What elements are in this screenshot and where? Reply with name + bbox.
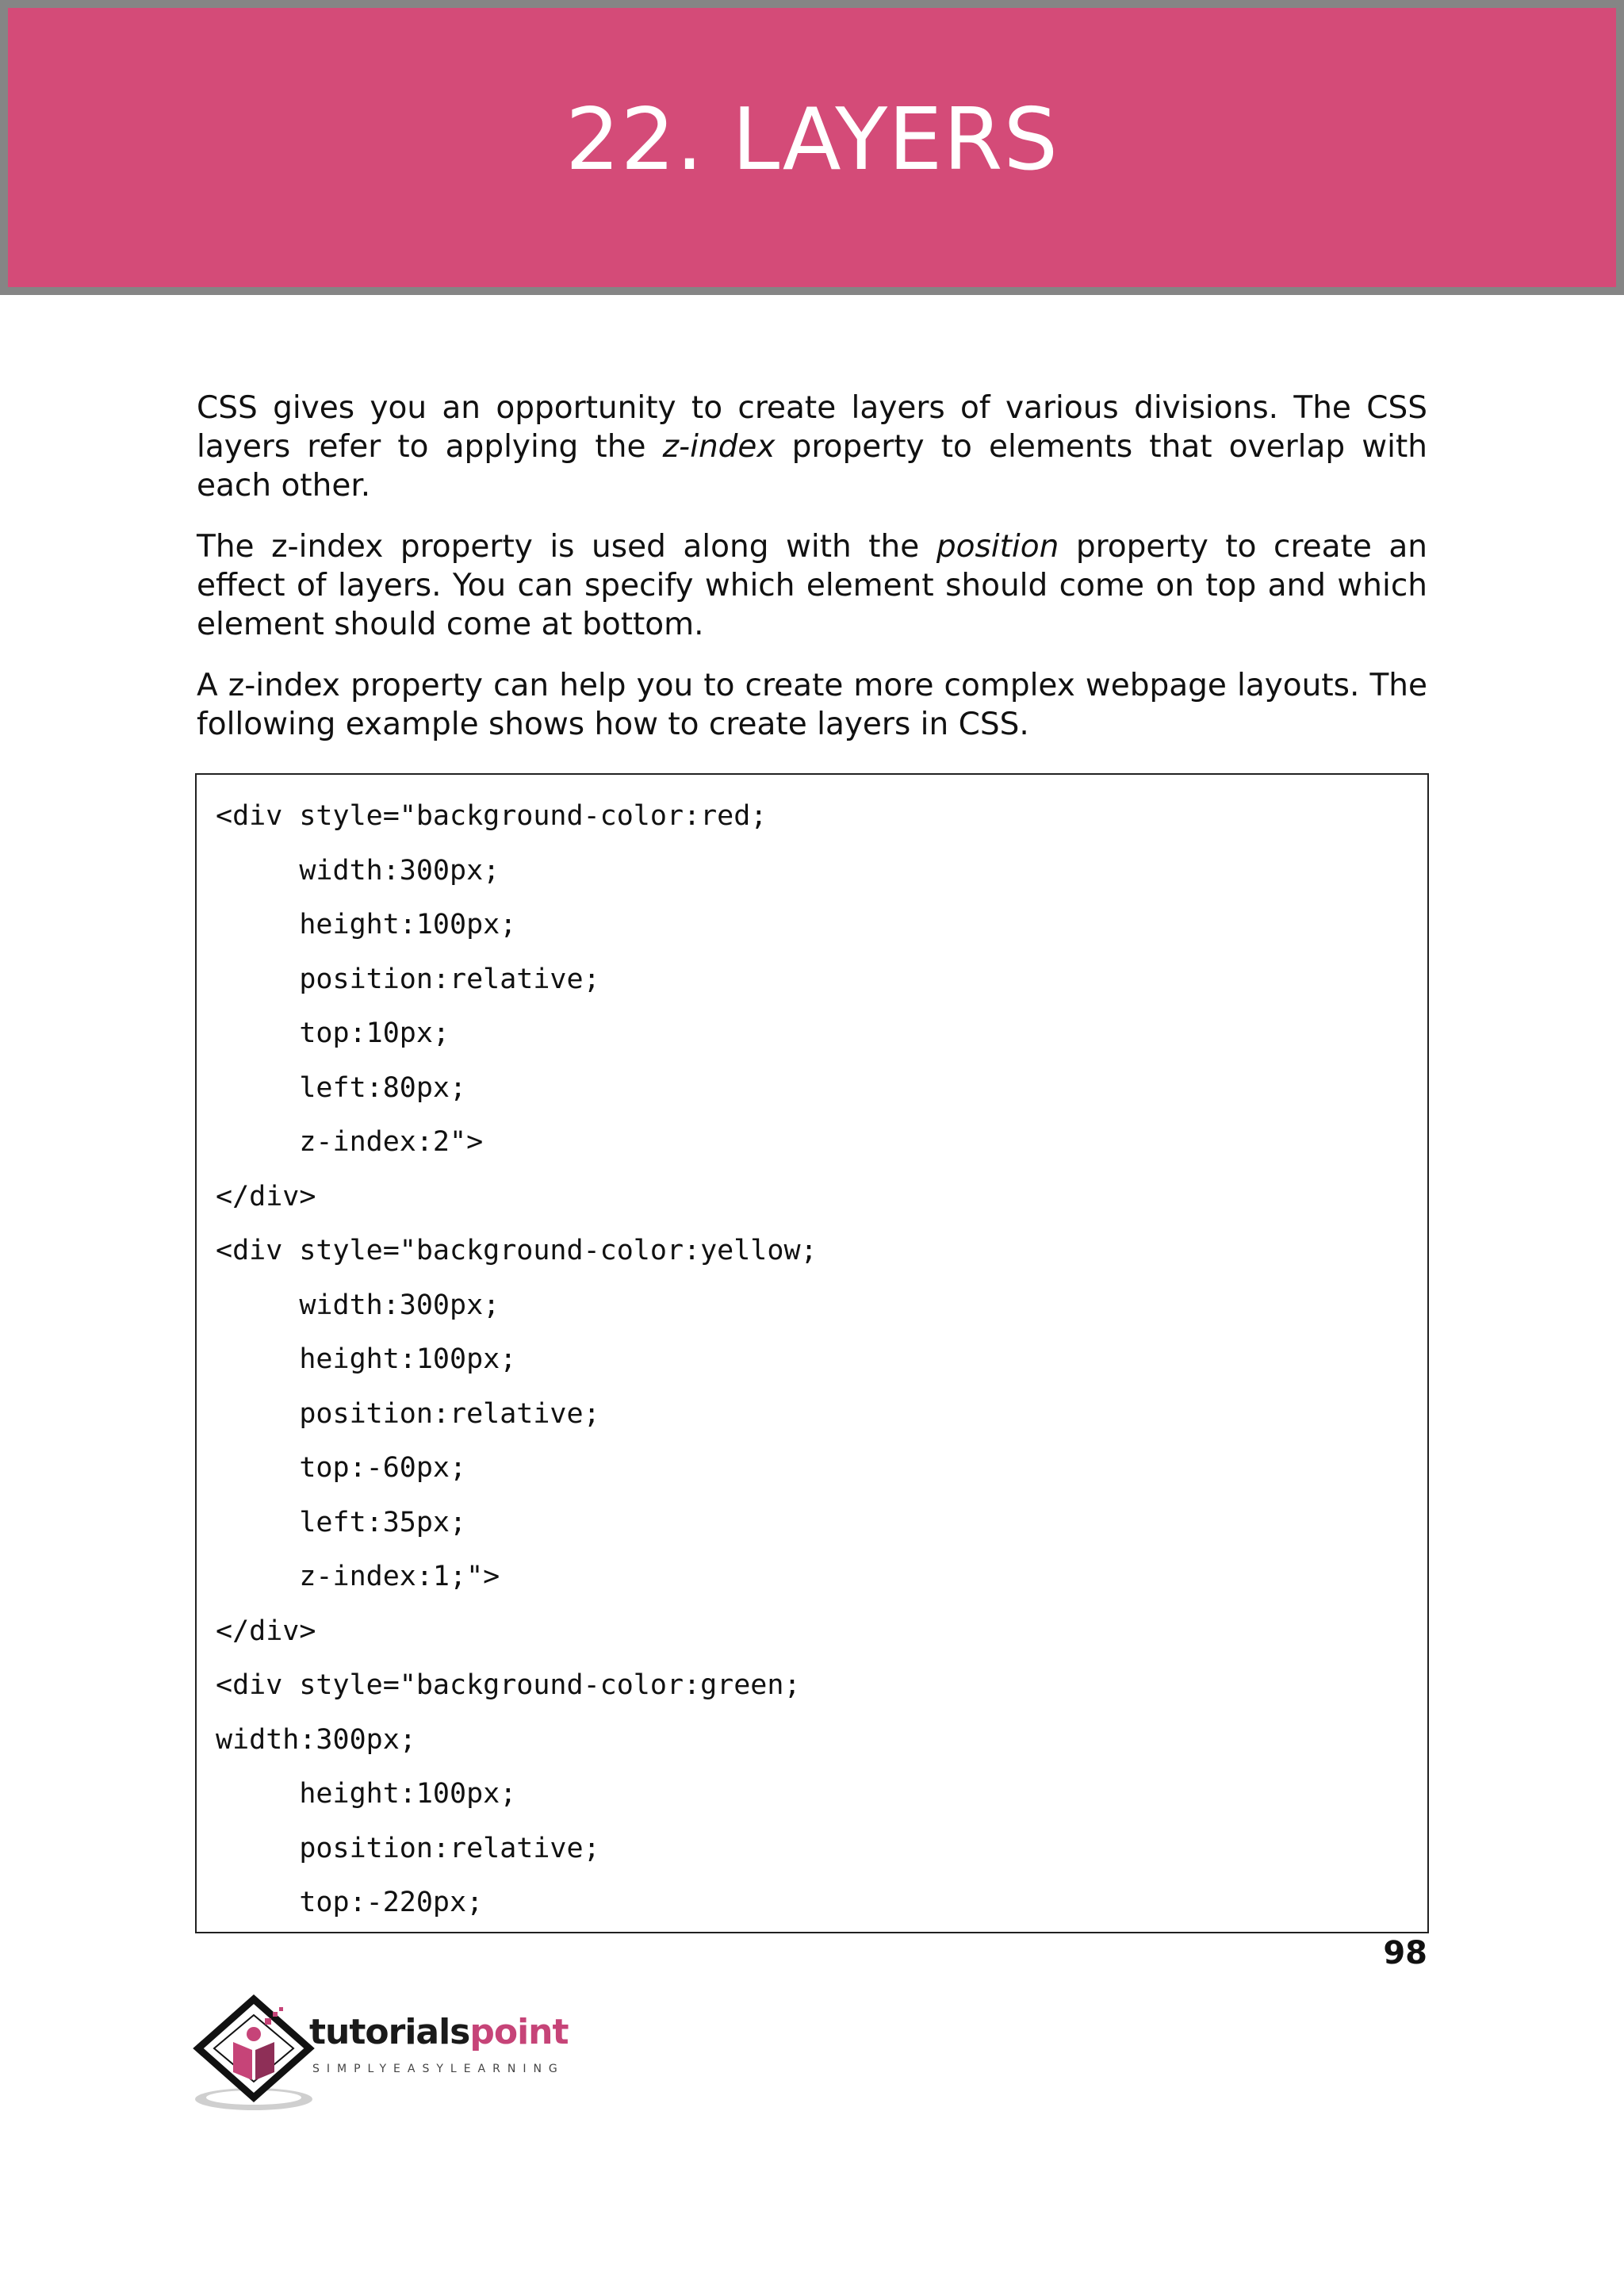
code-example — [195, 773, 1429, 1933]
paragraph-1-emphasis: z-index — [662, 429, 776, 465]
chapter-title: 22. LAYERS — [565, 90, 1059, 190]
code-line: z-index:2"> — [216, 1126, 484, 1158]
code-line: height:100px; — [216, 1343, 517, 1375]
code-line: top:10px; — [216, 1017, 450, 1049]
code-line: <div style="background-color:red; — [216, 800, 768, 832]
code-line: height:100px; — [216, 909, 517, 941]
code-line: </div> — [216, 1180, 316, 1213]
code-line: z-index:1;"> — [216, 1561, 500, 1592]
logo-word-main: tutorials — [309, 2012, 470, 2052]
code-line: position:relative; — [216, 963, 600, 995]
paragraph-1-text-end: property to elements that overlap with each other. — [197, 429, 1427, 504]
paragraph-2 — [197, 527, 1427, 644]
body-text — [197, 389, 1427, 766]
paragraph-1-text: CSS gives you an opportunity to create layers of various divisions. The CSS layers refer to applying the — [197, 390, 1427, 465]
code-line: left:80px; — [216, 1071, 467, 1104]
paragraph-2-text: The z-index property is used along with the — [197, 529, 936, 565]
code-line: <div style="background-color:green; — [216, 1669, 801, 1701]
code-line: position:relative; — [216, 1832, 600, 1864]
code-line: width:300px; — [216, 1723, 416, 1756]
logo-wordmark — [309, 2012, 569, 2052]
paragraph-2-emphasis: position — [936, 529, 1059, 565]
logo-word-accent: point — [469, 2012, 569, 2052]
code-line: </div> — [216, 1615, 316, 1647]
code-line: <div style="background-color:yellow; — [216, 1235, 818, 1266]
tutorialspoint-logo — [192, 1994, 604, 2113]
code-line: left:35px; — [216, 1506, 467, 1538]
logo-tagline: SIMPLYEASYLEARNING — [312, 2063, 565, 2075]
code-line: width:300px; — [216, 1289, 500, 1321]
paragraph-3: A z-index property can help you to create more complex webpage layouts. The following example shows how to create layers in CSS. — [197, 668, 1427, 742]
paragraph-1 — [197, 389, 1427, 505]
code-line: width:300px; — [216, 854, 500, 887]
chapter-banner — [0, 0, 1624, 295]
code-line: height:100px; — [216, 1778, 517, 1810]
code-line: position:relative; — [216, 1397, 600, 1430]
code-line: top:-220px; — [216, 1887, 484, 1918]
code-line: top:-60px; — [216, 1452, 467, 1484]
tutorialspoint-logo-icon — [192, 1994, 319, 2113]
page-number: 98 — [1383, 1935, 1427, 1971]
paragraph-2-text-end: property to create an effect of layers. You can specify which element should come on top and which element should come at bottom. — [197, 529, 1427, 642]
